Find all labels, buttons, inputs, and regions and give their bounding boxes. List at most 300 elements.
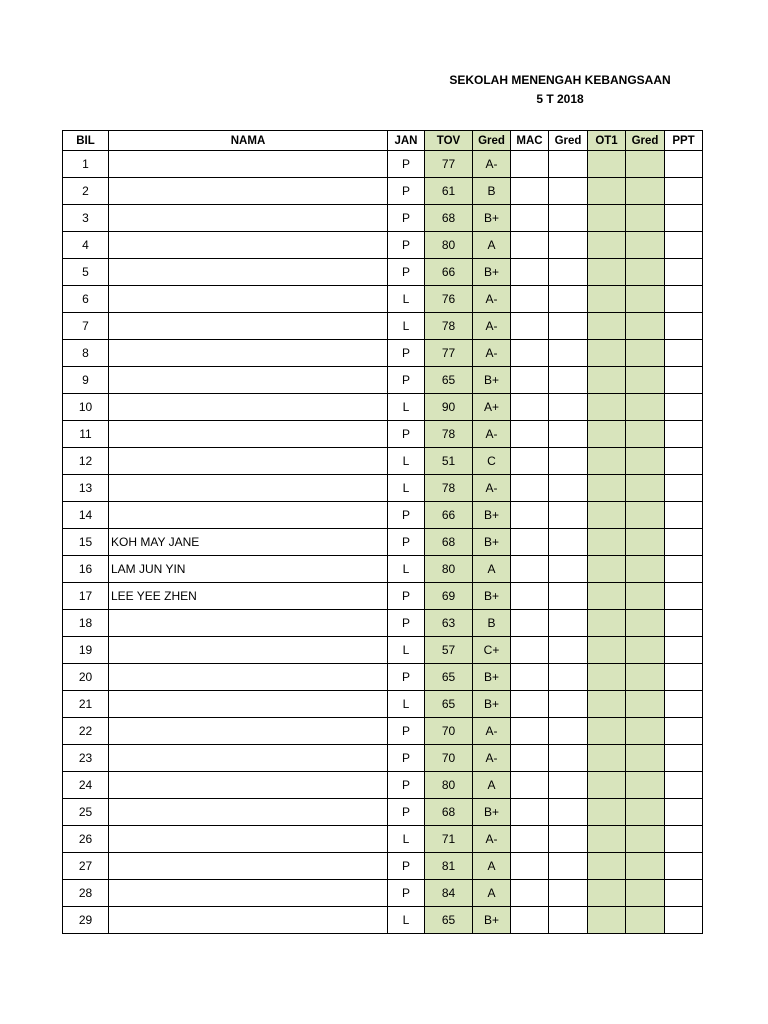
cell-tov: 78 (425, 421, 473, 448)
cell-tov: 80 (425, 232, 473, 259)
table-row (63, 340, 703, 367)
header-row (63, 131, 703, 151)
table-row (63, 151, 703, 178)
cell-tov-gred: A- (473, 286, 511, 313)
cell-ot1-gred (626, 691, 665, 718)
col-header-mac-gred: Gred (549, 131, 588, 151)
table-row (63, 853, 703, 880)
cell-mac (511, 772, 549, 799)
cell-tov-gred: A- (473, 340, 511, 367)
table-row (63, 367, 703, 394)
cell-jan: P (388, 529, 425, 556)
cell-ot1-gred (626, 799, 665, 826)
cell-mac-gred (549, 907, 588, 934)
cell-tov: 90 (425, 394, 473, 421)
cell-ot1 (588, 475, 626, 502)
cell-tov: 78 (425, 475, 473, 502)
cell-mac (511, 286, 549, 313)
cell-bil: 13 (63, 475, 109, 502)
cell-tov-gred: A+ (473, 394, 511, 421)
cell-mac (511, 232, 549, 259)
cell-tov: 57 (425, 637, 473, 664)
cell-tov-gred: A- (473, 718, 511, 745)
col-header-mac: MAC (511, 131, 549, 151)
table-row (63, 475, 703, 502)
cell-ot1 (588, 151, 626, 178)
cell-jan: P (388, 232, 425, 259)
cell-ot1 (588, 853, 626, 880)
cell-ot1 (588, 232, 626, 259)
cell-mac-gred (549, 745, 588, 772)
cell-mac-gred (549, 529, 588, 556)
cell-jan: P (388, 880, 425, 907)
cell-jan: P (388, 259, 425, 286)
cell-mac (511, 583, 549, 610)
table-row (63, 502, 703, 529)
title-block (400, 71, 720, 109)
cell-bil: 22 (63, 718, 109, 745)
cell-ot1 (588, 799, 626, 826)
cell-jan: L (388, 394, 425, 421)
cell-tov: 80 (425, 556, 473, 583)
cell-nama: LEE YEE ZHEN (109, 583, 388, 610)
cell-nama (109, 448, 388, 475)
cell-mac-gred (549, 313, 588, 340)
cell-ppt (665, 367, 703, 394)
cell-mac (511, 799, 549, 826)
cell-mac (511, 448, 549, 475)
col-header-bil: BIL (63, 131, 109, 151)
cell-mac (511, 421, 549, 448)
cell-mac (511, 745, 549, 772)
table-row (63, 286, 703, 313)
cell-tov-gred: A (473, 880, 511, 907)
cell-bil: 25 (63, 799, 109, 826)
table-row (63, 583, 703, 610)
cell-nama (109, 421, 388, 448)
cell-bil: 19 (63, 637, 109, 664)
cell-tov-gred: A- (473, 313, 511, 340)
cell-jan: P (388, 151, 425, 178)
cell-jan: P (388, 502, 425, 529)
cell-ot1-gred (626, 637, 665, 664)
cell-mac (511, 340, 549, 367)
cell-tov: 63 (425, 610, 473, 637)
cell-jan: L (388, 286, 425, 313)
cell-mac-gred (549, 232, 588, 259)
cell-ppt (665, 394, 703, 421)
cell-bil: 12 (63, 448, 109, 475)
cell-mac (511, 637, 549, 664)
cell-ot1-gred (626, 232, 665, 259)
table-row (63, 448, 703, 475)
cell-bil: 9 (63, 367, 109, 394)
cell-nama (109, 259, 388, 286)
cell-mac-gred (549, 772, 588, 799)
cell-mac-gred (549, 880, 588, 907)
cell-mac (511, 259, 549, 286)
table-row (63, 880, 703, 907)
cell-bil: 16 (63, 556, 109, 583)
cell-ot1-gred (626, 394, 665, 421)
cell-bil: 28 (63, 880, 109, 907)
school-title: SEKOLAH MENENGAH KEBANGSAAN (449, 73, 671, 87)
cell-mac (511, 178, 549, 205)
cell-tov-gred: C (473, 448, 511, 475)
cell-mac-gred (549, 151, 588, 178)
cell-ot1-gred (626, 205, 665, 232)
table-row (63, 664, 703, 691)
cell-bil: 26 (63, 826, 109, 853)
cell-ppt (665, 502, 703, 529)
cell-ot1 (588, 394, 626, 421)
cell-mac-gred (549, 826, 588, 853)
cell-nama (109, 286, 388, 313)
table-row (63, 772, 703, 799)
cell-tov: 84 (425, 880, 473, 907)
cell-tov: 70 (425, 718, 473, 745)
table-row (63, 907, 703, 934)
cell-ot1-gred (626, 286, 665, 313)
cell-ppt (665, 772, 703, 799)
col-header-tov-gred: Gred (473, 131, 511, 151)
cell-tov-gred: B+ (473, 691, 511, 718)
cell-ppt (665, 853, 703, 880)
cell-bil: 1 (63, 151, 109, 178)
table-row (63, 394, 703, 421)
cell-jan: L (388, 448, 425, 475)
cell-ot1-gred (626, 907, 665, 934)
table-row (63, 718, 703, 745)
cell-jan: L (388, 907, 425, 934)
cell-ot1 (588, 286, 626, 313)
cell-ot1-gred (626, 826, 665, 853)
cell-mac-gred (549, 583, 588, 610)
cell-mac (511, 394, 549, 421)
cell-ot1 (588, 610, 626, 637)
cell-mac-gred (549, 502, 588, 529)
cell-jan: P (388, 772, 425, 799)
cell-nama (109, 799, 388, 826)
cell-tov-gred: B+ (473, 664, 511, 691)
cell-ot1 (588, 178, 626, 205)
cell-bil: 3 (63, 205, 109, 232)
cell-ot1-gred (626, 502, 665, 529)
cell-ppt (665, 313, 703, 340)
cell-bil: 7 (63, 313, 109, 340)
cell-tov: 71 (425, 826, 473, 853)
cell-mac-gred (549, 394, 588, 421)
cell-ot1-gred (626, 529, 665, 556)
cell-mac (511, 313, 549, 340)
cell-nama: LAM JUN YIN (109, 556, 388, 583)
cell-jan: P (388, 367, 425, 394)
cell-mac-gred (549, 853, 588, 880)
cell-tov: 66 (425, 259, 473, 286)
cell-ot1-gred (626, 421, 665, 448)
cell-jan: L (388, 475, 425, 502)
cell-ot1-gred (626, 880, 665, 907)
cell-mac (511, 205, 549, 232)
cell-jan: P (388, 178, 425, 205)
cell-tov-gred: B+ (473, 529, 511, 556)
cell-ppt (665, 259, 703, 286)
cell-ppt (665, 556, 703, 583)
cell-tov-gred: A- (473, 745, 511, 772)
cell-jan: L (388, 556, 425, 583)
cell-tov-gred: B (473, 178, 511, 205)
cell-nama (109, 745, 388, 772)
cell-jan: P (388, 799, 425, 826)
cell-bil: 18 (63, 610, 109, 637)
cell-ot1-gred (626, 745, 665, 772)
cell-ppt (665, 583, 703, 610)
cell-ot1 (588, 367, 626, 394)
cell-tov-gred: B+ (473, 259, 511, 286)
cell-mac (511, 502, 549, 529)
cell-ot1 (588, 421, 626, 448)
cell-tov: 77 (425, 151, 473, 178)
cell-mac (511, 880, 549, 907)
cell-ppt (665, 178, 703, 205)
cell-ppt (665, 151, 703, 178)
cell-nama (109, 718, 388, 745)
cell-ot1 (588, 691, 626, 718)
cell-tov-gred: A- (473, 475, 511, 502)
cell-nama (109, 610, 388, 637)
cell-ppt (665, 718, 703, 745)
cell-bil: 17 (63, 583, 109, 610)
cell-bil: 23 (63, 745, 109, 772)
col-header-ot1-gred: Gred (626, 131, 665, 151)
cell-jan: P (388, 718, 425, 745)
cell-mac-gred (549, 799, 588, 826)
cell-mac (511, 664, 549, 691)
cell-ppt (665, 205, 703, 232)
cell-bil: 20 (63, 664, 109, 691)
cell-tov: 65 (425, 691, 473, 718)
cell-bil: 5 (63, 259, 109, 286)
cell-bil: 14 (63, 502, 109, 529)
cell-nama (109, 340, 388, 367)
cell-nama (109, 502, 388, 529)
cell-ot1 (588, 907, 626, 934)
cell-mac-gred (549, 637, 588, 664)
cell-ot1-gred (626, 313, 665, 340)
cell-ot1 (588, 772, 626, 799)
col-header-ot1: OT1 (588, 131, 626, 151)
cell-mac-gred (549, 556, 588, 583)
col-header-tov: TOV (425, 131, 473, 151)
cell-ppt (665, 286, 703, 313)
cell-ot1 (588, 448, 626, 475)
cell-ot1 (588, 259, 626, 286)
cell-ppt (665, 637, 703, 664)
cell-tov: 69 (425, 583, 473, 610)
cell-tov: 66 (425, 502, 473, 529)
cell-tov-gred: A (473, 556, 511, 583)
cell-ot1 (588, 637, 626, 664)
cell-ppt (665, 880, 703, 907)
cell-tov-gred: B+ (473, 907, 511, 934)
cell-ot1-gred (626, 151, 665, 178)
cell-mac (511, 907, 549, 934)
cell-mac (511, 556, 549, 583)
cell-bil: 11 (63, 421, 109, 448)
cell-ot1-gred (626, 367, 665, 394)
cell-ot1-gred (626, 556, 665, 583)
cell-ot1 (588, 340, 626, 367)
cell-ot1 (588, 583, 626, 610)
cell-tov-gred: C+ (473, 637, 511, 664)
cell-mac-gred (549, 286, 588, 313)
cell-ot1-gred (626, 853, 665, 880)
cell-jan: P (388, 664, 425, 691)
cell-nama (109, 853, 388, 880)
cell-jan: P (388, 745, 425, 772)
cell-mac-gred (549, 448, 588, 475)
cell-tov-gred: A- (473, 421, 511, 448)
cell-ppt (665, 799, 703, 826)
cell-tov: 68 (425, 799, 473, 826)
cell-ppt (665, 826, 703, 853)
cell-ppt (665, 691, 703, 718)
cell-jan: P (388, 853, 425, 880)
cell-tov: 78 (425, 313, 473, 340)
cell-jan: P (388, 340, 425, 367)
cell-tov: 65 (425, 367, 473, 394)
table-row (63, 637, 703, 664)
cell-ppt (665, 745, 703, 772)
table-row (63, 691, 703, 718)
table-body (63, 151, 703, 934)
cell-bil: 24 (63, 772, 109, 799)
cell-ot1-gred (626, 448, 665, 475)
table-row (63, 178, 703, 205)
cell-mac (511, 691, 549, 718)
cell-mac (511, 367, 549, 394)
cell-nama (109, 151, 388, 178)
cell-mac-gred (549, 178, 588, 205)
cell-jan: L (388, 313, 425, 340)
cell-ppt (665, 907, 703, 934)
cell-mac (511, 826, 549, 853)
cell-ot1-gred (626, 610, 665, 637)
table-row (63, 826, 703, 853)
cell-jan: L (388, 691, 425, 718)
cell-jan: P (388, 583, 425, 610)
cell-tov-gred: B+ (473, 502, 511, 529)
cell-ppt (665, 448, 703, 475)
cell-ppt (665, 421, 703, 448)
marks-table (62, 130, 703, 934)
cell-bil: 21 (63, 691, 109, 718)
table-row (63, 205, 703, 232)
cell-ot1 (588, 826, 626, 853)
cell-nama (109, 394, 388, 421)
cell-ot1 (588, 664, 626, 691)
cell-tov-gred: A (473, 772, 511, 799)
cell-bil: 15 (63, 529, 109, 556)
cell-nama (109, 637, 388, 664)
cell-mac (511, 475, 549, 502)
cell-tov-gred: A (473, 853, 511, 880)
cell-nama: KOH MAY JANE (109, 529, 388, 556)
table-row (63, 556, 703, 583)
col-header-nama: NAMA (109, 131, 388, 151)
cell-nama (109, 691, 388, 718)
cell-tov: 77 (425, 340, 473, 367)
cell-tov-gred: A- (473, 151, 511, 178)
cell-ot1-gred (626, 259, 665, 286)
cell-ppt (665, 664, 703, 691)
cell-bil: 27 (63, 853, 109, 880)
cell-tov: 65 (425, 664, 473, 691)
cell-ot1-gred (626, 340, 665, 367)
cell-ot1 (588, 745, 626, 772)
cell-bil: 2 (63, 178, 109, 205)
cell-ot1-gred (626, 664, 665, 691)
cell-tov-gred: B+ (473, 367, 511, 394)
cell-tov: 68 (425, 529, 473, 556)
cell-mac-gred (549, 691, 588, 718)
cell-tov: 70 (425, 745, 473, 772)
col-header-ppt: PPT (665, 131, 703, 151)
cell-ot1 (588, 718, 626, 745)
cell-mac (511, 853, 549, 880)
cell-ot1 (588, 529, 626, 556)
table-row (63, 313, 703, 340)
cell-mac (511, 610, 549, 637)
cell-ot1 (588, 556, 626, 583)
cell-tov-gred: B+ (473, 799, 511, 826)
cell-tov-gred: B+ (473, 205, 511, 232)
cell-ot1 (588, 880, 626, 907)
cell-nama (109, 367, 388, 394)
cell-nama (109, 475, 388, 502)
cell-ppt (665, 475, 703, 502)
cell-tov: 68 (425, 205, 473, 232)
table-row (63, 799, 703, 826)
cell-mac-gred (549, 340, 588, 367)
table-row (63, 610, 703, 637)
cell-mac-gred (549, 367, 588, 394)
cell-nama (109, 664, 388, 691)
cell-tov: 61 (425, 178, 473, 205)
cell-tov: 65 (425, 907, 473, 934)
table-row (63, 421, 703, 448)
cell-ppt (665, 340, 703, 367)
cell-nama (109, 772, 388, 799)
cell-mac-gred (549, 259, 588, 286)
cell-ot1 (588, 313, 626, 340)
cell-mac-gred (549, 664, 588, 691)
cell-mac-gred (549, 475, 588, 502)
cell-ot1-gred (626, 772, 665, 799)
cell-mac-gred (549, 205, 588, 232)
cell-ppt (665, 529, 703, 556)
cell-mac-gred (549, 610, 588, 637)
cell-jan: L (388, 826, 425, 853)
class-title: 5 T 2018 (536, 92, 584, 106)
cell-ot1 (588, 502, 626, 529)
cell-bil: 6 (63, 286, 109, 313)
cell-mac (511, 718, 549, 745)
cell-nama (109, 205, 388, 232)
cell-tov: 76 (425, 286, 473, 313)
cell-jan: L (388, 637, 425, 664)
cell-jan: P (388, 610, 425, 637)
